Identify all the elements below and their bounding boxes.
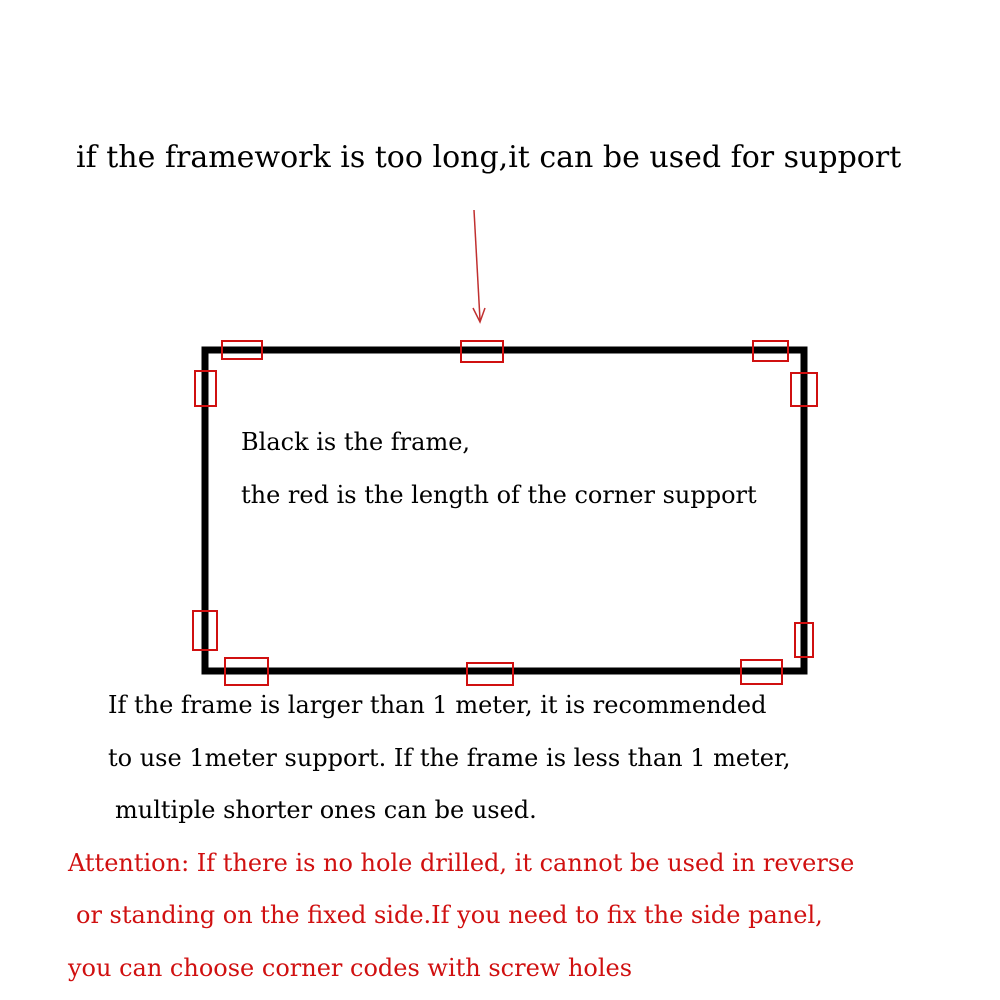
support-top-right-vertical xyxy=(791,373,817,406)
attention-line-2: or standing on the fixed side.If you need to fix the side panel, xyxy=(76,901,823,929)
attention-line-3: you can choose corner codes with screw holes xyxy=(68,954,633,982)
recommendation-line-3: multiple shorter ones can be used. xyxy=(115,796,537,824)
recommendation-line-1: If the frame is larger than 1 meter, it is recommended xyxy=(108,691,767,719)
recommendation-line-2: to use 1meter support. If the frame is less than 1 meter, xyxy=(108,744,791,772)
support-top-right-horizontal xyxy=(753,341,788,361)
support-top-middle xyxy=(461,341,503,362)
frame-note-line-1: Black is the frame, xyxy=(241,428,471,456)
attention-line-1: Attention: If there is no hole drilled, it cannot be used in reverse xyxy=(68,849,855,877)
heading: if the framework is too long,it can be used for support xyxy=(76,140,902,175)
support-bottom-right-vertical xyxy=(795,623,813,657)
red-supports xyxy=(193,341,817,685)
black-frame xyxy=(205,350,804,671)
support-bottom-right-horizontal xyxy=(741,660,782,684)
frame-note-line-2: the red is the length of the corner support xyxy=(241,481,757,509)
support-bottom-middle xyxy=(467,663,513,685)
support-top-left-vertical xyxy=(195,371,216,406)
support-top-left-horizontal xyxy=(222,341,262,359)
arrow-down-icon xyxy=(473,210,485,322)
support-bottom-left-horizontal xyxy=(225,658,268,685)
support-bottom-left-vertical xyxy=(193,611,217,650)
